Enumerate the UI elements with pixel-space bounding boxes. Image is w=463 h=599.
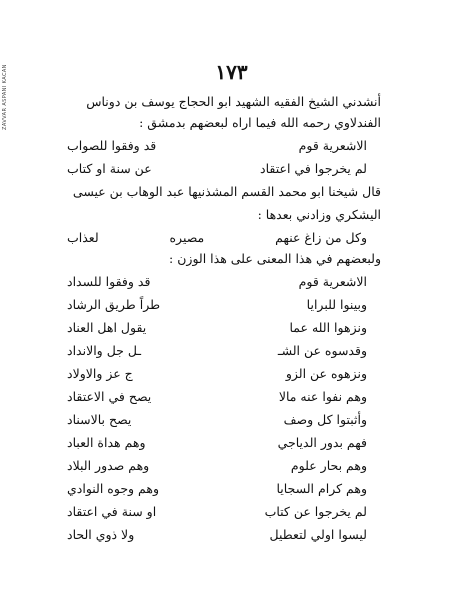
mid-line-1: قال شيخنا ابو محمد القسم المشذنيها عبد الوهاب بن عيسى — [72, 184, 381, 199]
verse-c-line-12 — [67, 527, 367, 542]
verse-b-line — [67, 230, 367, 245]
verse-c-line-4 — [67, 343, 367, 358]
verse-b-part-3: لعذاب — [67, 230, 99, 245]
spine-label: ZAVVAR ASPANI KACAN — [2, 64, 8, 130]
verse-c-3-right: ونزهوا الله عما — [289, 320, 367, 335]
verse-c-10-right: وهم كرام السجايا — [276, 481, 367, 496]
verse-c-line-8 — [67, 435, 367, 450]
mid-line-2: اليشكري وزادني بعدها : — [257, 207, 381, 222]
verse-b-part-2: مصيره — [169, 230, 205, 245]
verse-c-3-left: يقول اهل العناد — [67, 320, 147, 335]
verse-c-line-1 — [67, 274, 367, 289]
verse-c-line-6 — [67, 389, 367, 404]
verse-c-line-5 — [67, 366, 367, 381]
verse-c-11-right: لم يخرجوا عن كتاب — [264, 504, 367, 519]
verse-c-line-3 — [67, 320, 367, 335]
verse-c-line-11 — [67, 504, 367, 519]
verse-c-8-left: وهم هداة العباد — [67, 435, 146, 450]
verse-c-1-right: الاشعرية قوم — [298, 274, 367, 289]
verse-c-1-left: قد وفقوا للسداد — [67, 274, 151, 289]
verse-c-4-right: وقدسوه عن الشـ — [277, 343, 367, 358]
verse-a-line-2 — [67, 161, 367, 176]
intro-line-1: أنشدني الشيخ الفقيه الشهيد ابو الحجاج يوسف بن دوناس — [86, 94, 381, 109]
verse-c-9-left: وهم صدور البلاد — [67, 458, 150, 473]
verse-c-12-right: ليسوا اولي لتعطيل — [269, 527, 367, 542]
verse-c-line-2 — [67, 297, 367, 312]
verse-b-part-1: وكل من زاغ عنهم — [275, 230, 367, 245]
verse-c-10-left: وهم وجوه النوادي — [67, 481, 159, 496]
verse-a-2-hemistich-left: عن سنة او كتاب — [67, 161, 152, 176]
verse-c-11-left: او سنة في اعتقاد — [67, 504, 157, 519]
verse-c-line-9 — [67, 458, 367, 473]
verse-c-line-7 — [67, 412, 367, 427]
intro-line-2: الفندلاوي رحمه الله فيما اراه لبعضهم بدمشق : — [139, 115, 381, 130]
verse-c-6-right: وهم نفوا عنه مالا — [278, 389, 367, 404]
verse-c-6-left: يصح في الاعتقاد — [67, 389, 152, 404]
verse-c-2-left: طراً طريق الرشاد — [67, 297, 161, 312]
verse-c-8-right: فهم بدور الدياجي — [277, 435, 367, 450]
verse-c-5-right: ونزهوه عن الزو — [285, 366, 367, 381]
verse-a-line-1 — [67, 138, 367, 153]
verse-c-2-right: وبينوا للبرايا — [306, 297, 367, 312]
verse-c-9-right: وهم بحار علوم — [290, 458, 367, 473]
verse-c-12-left: ولا ذوي الحاد — [67, 527, 135, 542]
verse-a-2-hemistich-right: لم يخرجوا في اعتقاد — [260, 161, 367, 176]
verse-a-1-hemistich-right: الاشعرية قوم — [298, 138, 367, 153]
verse-c-7-right: وأثبتوا كل وصف — [283, 412, 367, 427]
page-number: ١٧٣ — [215, 60, 248, 84]
verse-a-1-hemistich-left: قد وفقوا للصواب — [67, 138, 157, 153]
verse-c-4-left: ـل جل والانداد — [67, 343, 141, 358]
verse-c-7-left: يصح بالاسناد — [67, 412, 132, 427]
intro2-line: ولبعضهم في هذا المعنى على هذا الوزن : — [169, 251, 381, 266]
verse-c-5-left: ج عز والاولاد — [67, 366, 133, 381]
verse-c-line-10 — [67, 481, 367, 496]
